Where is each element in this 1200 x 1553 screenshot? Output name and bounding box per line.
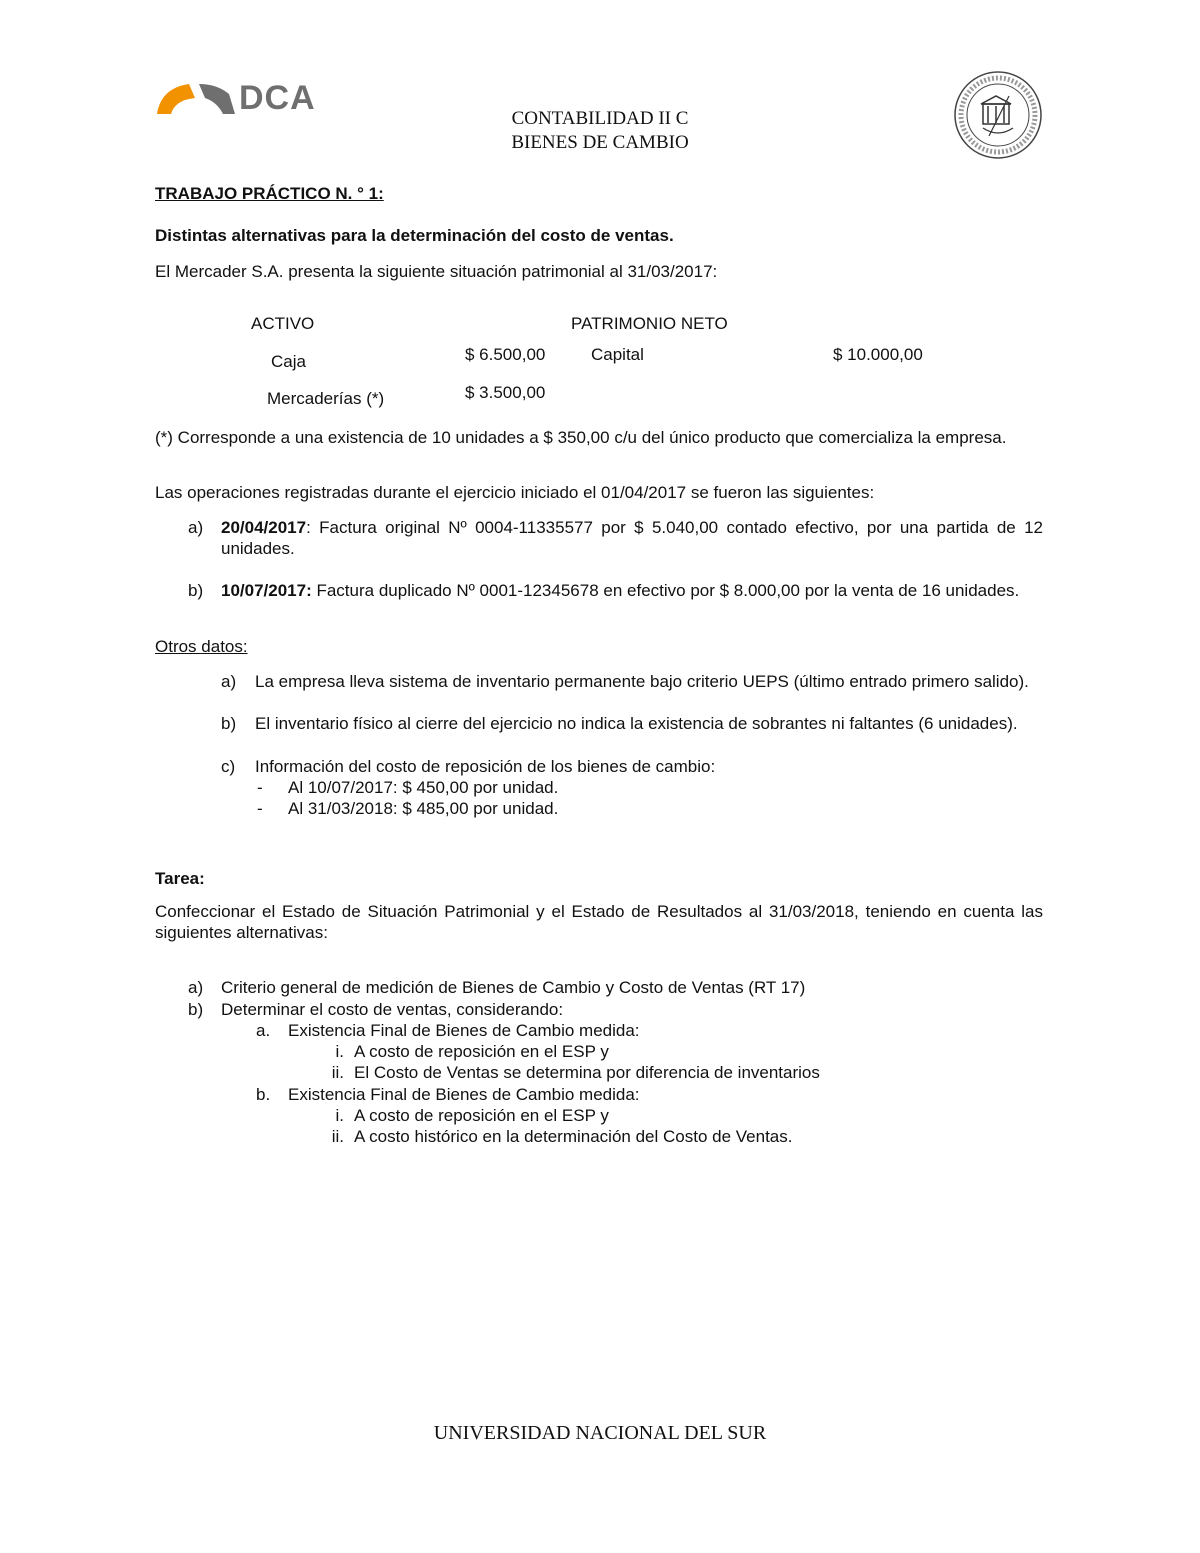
reposicion-text: Al 31/03/2018: $ 485,00 por unidad. [288,799,559,818]
otros-text: Información del costo de reposición de los bienes de cambio: [255,757,716,776]
university-seal [953,70,1043,160]
assignment-subtitle: Distintas alternativas para la determinación del costo de ventas. [155,226,674,245]
roman-item [0,1041,1200,1063]
header-titles [400,107,800,155]
roman-text: A costo de reposición en el ESP y [354,1106,609,1125]
otros-item [0,756,1200,778]
intro-text: El Mercader S.A. presenta la siguiente situación patrimonial al 31/03/2017: [155,262,718,281]
otros-item [0,713,1200,757]
alternativa-item [0,999,1200,1021]
sub-item-text: Existencia Final de Bienes de Cambio medida: [288,1021,640,1040]
dca-logo [155,80,335,120]
sub-item [0,1020,1200,1042]
activo-header: ACTIVO [251,314,315,333]
logo-text: DCA [239,79,316,117]
roman-label: i. [335,1042,344,1061]
otros-label: c) [221,757,236,776]
topic-title: BIENES DE CAMBIO [511,132,689,153]
alternativa-text: Determinar el costo de ventas, considerando: [221,1000,564,1019]
capital-label: Capital [591,345,644,364]
otros-label: a) [221,672,237,691]
operation-description: : Factura original Nº 0004-11335577 por $ 5.040,00 contado efectivo, por una partida de 12 unidades. [221,518,1043,558]
course-title: CONTABILIDAD II C [511,108,689,129]
caja-label: Caja [271,352,306,371]
operation-label: a) [188,518,204,537]
footer-university: UNIVERSIDAD NACIONAL DEL SUR [433,1422,767,1444]
roman-text: El Costo de Ventas se determina por diferencia de inventarios [354,1063,820,1082]
roman-item [0,1105,1200,1127]
seal-emblem [953,70,1043,160]
operation-date: 20/04/2017 [221,518,307,537]
sub-item-label: b. [256,1085,271,1104]
alternativa-label: b) [188,1000,204,1019]
mercaderias-value: $ 3.500,00 [465,383,546,402]
otros-text: El inventario físico al cierre del ejercicio no indica la existencia de sobrantes ni faltantes (6 unidades). [255,714,1018,733]
dash-bullet: - [257,778,263,797]
operation-text [221,517,1043,559]
operation-label: b) [188,581,204,600]
roman-label: i. [335,1106,344,1125]
tarea-text: Confeccionar el Estado de Situación Patrimonial y el Estado de Resultados al 31/03/2018, teniendo en cuenta las siguientes alternativas: [155,902,1043,942]
alternativa-label: a) [188,978,204,997]
operation-date: 10/07/2017: [221,581,312,600]
operation-item [0,580,1200,630]
caja-value: $ 6.500,00 [465,345,546,364]
tarea-title: Tarea: [155,869,205,888]
sub-item [0,1084,1200,1106]
alternativa-item [0,977,1200,999]
assignment-title: TRABAJO PRÁCTICO N. ° 1: [155,184,384,203]
operation-text [221,580,1043,601]
capital-value: $ 10.000,00 [833,345,923,364]
reposicion-item [0,777,1200,799]
roman-label: ii. [331,1063,344,1082]
operations-intro: Las operaciones registradas durante el ejercicio iniciado el 01/04/2017 se fueron las siguientes: [155,483,875,502]
reposicion-item [0,798,1200,820]
roman-text: A costo de reposición en el ESP y [354,1042,609,1061]
sub-item-label: a. [256,1021,271,1040]
otros-text: La empresa lleva sistema de inventario permanente bajo criterio UEPS (último entrado primero salido). [255,672,1029,691]
inventory-note: (*) Corresponde a una existencia de 10 unidades a $ 350,00 c/u del único producto que comercializa la empresa. [155,428,1007,447]
roman-item [0,1062,1200,1084]
sub-item-text: Existencia Final de Bienes de Cambio medida: [288,1085,640,1104]
roman-label: ii. [331,1127,344,1146]
mercaderias-label: Mercaderías (*) [267,389,385,408]
reposicion-text: Al 10/07/2017: $ 450,00 por unidad. [288,778,559,797]
alternativa-text: Criterio general de medición de Bienes de Cambio y Costo de Ventas (RT 17) [221,978,806,997]
operation-description: Factura duplicado Nº 0001-12345678 en efectivo por $ 8.000,00 por la venta de 16 unidades. [311,581,1020,600]
operation-item [0,517,1200,567]
roman-item [0,1126,1200,1148]
otros-item [0,671,1200,715]
pn-header: PATRIMONIO NETO [571,314,728,333]
dash-bullet: - [257,799,263,818]
otros-datos-title: Otros datos: [155,637,248,656]
otros-label: b) [221,714,237,733]
roman-text: A costo histórico en la determinación del Costo de Ventas. [354,1127,793,1146]
